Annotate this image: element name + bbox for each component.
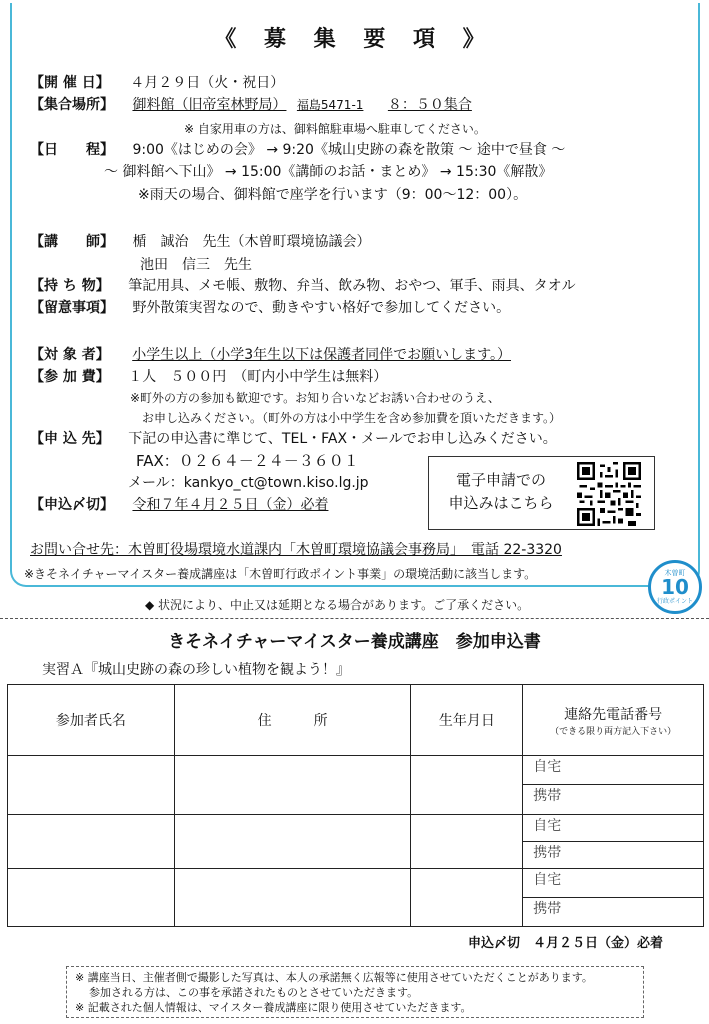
meeting-place: 御料館（旧帝室林野局） bbox=[132, 97, 287, 113]
fee-value: １人 ５００円 （町内小中学生は無料） bbox=[128, 369, 388, 385]
lecturer-label: 【講 師】 bbox=[30, 234, 114, 250]
header-address: 住 所 bbox=[174, 685, 411, 756]
application-table bbox=[7, 684, 704, 927]
birth-cell[interactable] bbox=[411, 868, 523, 926]
apply-row bbox=[30, 430, 557, 448]
cut-line bbox=[0, 618, 709, 619]
bring-label: 【持 ち 物】 bbox=[30, 278, 110, 294]
date-label: 【開 催 日】 bbox=[30, 75, 110, 91]
table-row[interactable] bbox=[8, 814, 704, 841]
email-address[interactable]: メール：kankyo_ct@town.kiso.lg.jp bbox=[128, 475, 369, 491]
bring-row bbox=[30, 277, 576, 295]
address-cell[interactable] bbox=[174, 756, 411, 814]
schedule-line1: 9:00《はじめの会》 → 9:20《城山史跡の森を散策 ～ 途中で昼食 ～ bbox=[132, 142, 566, 158]
home-phone-cell[interactable]: 自宅 bbox=[523, 814, 704, 841]
deadline-label: 【申込〆切】 bbox=[30, 497, 114, 513]
home-phone-cell[interactable]: 自宅 bbox=[523, 756, 704, 785]
address-cell[interactable] bbox=[174, 814, 411, 868]
form-notes bbox=[66, 966, 644, 1018]
home-phone-cell[interactable]: 自宅 bbox=[523, 868, 704, 897]
page-title: 《 募 集 要 項 》 bbox=[214, 27, 495, 52]
meeting-address: 福島5471-1 bbox=[296, 98, 364, 112]
bring-value: 筆記用具、メモ帳、敷物、弁当、飲み物、おやつ、軍手、雨具、タオル bbox=[128, 278, 576, 294]
notice: ◆ 状況により、中止又は延期となる場合があります。ご了承ください。 bbox=[145, 598, 530, 612]
header-phone bbox=[523, 685, 704, 756]
badge-top: 木曽町 bbox=[664, 569, 686, 577]
online-apply-box[interactable] bbox=[428, 456, 655, 530]
lecturer-row bbox=[30, 233, 370, 251]
name-cell[interactable] bbox=[8, 756, 175, 814]
mobile-phone-cell[interactable]: 携帯 bbox=[523, 785, 704, 814]
badge-number: 10 bbox=[661, 575, 689, 599]
deadline-row bbox=[30, 496, 328, 514]
contact-info: お問い合せ先：木曽町役場環境水道課内「木曽町環境協議会事務局」 電話 22-3320 bbox=[30, 542, 562, 558]
address-cell[interactable] bbox=[174, 868, 411, 926]
form-note2: 参加される方は、この事を承諾されたものとさせていただきます。 bbox=[89, 986, 419, 999]
badge-bottom: 行政ポイント bbox=[656, 598, 693, 605]
rain-note: ※雨天の場合、御料館で座学を行います（9：00～12：00）。 bbox=[138, 187, 528, 203]
parking-note: ※ 自家用車の方は、御料館駐車場へ駐車してください。 bbox=[184, 122, 486, 136]
date-value: ４月２９日（火・祝日） bbox=[130, 75, 285, 91]
header-phone-label: 連絡先電話番号 bbox=[564, 706, 663, 723]
lecturer-name1: 楯 誠治 先生（木曽町環境協議会） bbox=[132, 234, 371, 250]
birth-cell[interactable] bbox=[411, 814, 523, 868]
fee-note1: ※町外の方の参加も歓迎です。お知り合いなどお誘い合わせのうえ、 bbox=[130, 391, 500, 405]
notes-label: 【留意事項】 bbox=[30, 300, 114, 316]
deadline-value: 令和７年４月２５日（金）必着 bbox=[132, 497, 329, 513]
notes-value: 野外散策実習なので、動きやすい格好で参加してください。 bbox=[132, 300, 511, 316]
fee-label: 【参 加 費】 bbox=[30, 369, 110, 385]
fee-row bbox=[30, 368, 387, 386]
schedule-row bbox=[30, 141, 565, 159]
point-note: ※きそネイチャーマイスター養成講座は「木曽町行政ポイント事業」の環境活動に該当します。 bbox=[24, 567, 537, 581]
online-apply-line1: 電子申請での bbox=[455, 471, 546, 489]
form-note3: ※ 記載された個人情報は、マイスター養成講座に限り使用させていただきます。 bbox=[75, 1001, 472, 1014]
table-header-row bbox=[8, 685, 704, 756]
header-birth: 生年月日 bbox=[411, 685, 523, 756]
birth-cell[interactable] bbox=[411, 756, 523, 814]
name-cell[interactable] bbox=[8, 868, 175, 926]
target-value: 小学生以上（小学3年生以下は保護者同伴でお願いします。） bbox=[132, 347, 511, 363]
fee-note2: お申し込みください。（町外の方は小中学生を含め参加費を頂いただきます。） bbox=[142, 411, 562, 425]
target-label: 【対 象 者】 bbox=[30, 347, 110, 363]
table-row[interactable] bbox=[8, 868, 704, 897]
mobile-phone-cell[interactable]: 携帯 bbox=[523, 841, 704, 868]
meeting-label: 【集合場所】 bbox=[30, 97, 114, 113]
meeting-time: ８：５０集合 bbox=[387, 97, 472, 113]
notes-row bbox=[30, 299, 510, 317]
header-phone-sub: （できる限り両方記入下さい） bbox=[550, 726, 677, 737]
fax-number: FAX：０２６４－２４－３６０１ bbox=[136, 452, 359, 470]
form-title: きそネイチャーマイスター養成講座 参加申込書 bbox=[168, 632, 541, 652]
qr-code-icon[interactable] bbox=[577, 462, 641, 526]
target-row bbox=[30, 346, 511, 364]
online-apply-text bbox=[441, 469, 561, 515]
schedule-line2: ～ 御料館へ下山》 → 15:00《講師のお話・まとめ》 → 15:30《解散》 bbox=[104, 164, 553, 180]
meeting-row bbox=[30, 96, 472, 114]
course-title: 実習Ａ『城山史跡の森の珍しい植物を観よう！』 bbox=[42, 662, 350, 678]
table-row[interactable] bbox=[8, 756, 704, 785]
name-cell[interactable] bbox=[8, 814, 175, 868]
lecturer-name2: 池田 信三 先生 bbox=[140, 257, 252, 273]
online-apply-line2: 申込みはこちら bbox=[448, 494, 554, 512]
point-badge bbox=[648, 560, 702, 614]
mobile-phone-cell[interactable]: 携帯 bbox=[523, 897, 704, 926]
form-deadline: 申込〆切 ４月２５日（金）必着 bbox=[468, 936, 664, 951]
schedule-label: 【日 程】 bbox=[30, 142, 114, 158]
header-name: 参加者氏名 bbox=[8, 685, 175, 756]
apply-value: 下記の申込書に準じて、TEL・FAX・メールでお申し込みください。 bbox=[128, 431, 557, 447]
date-row bbox=[30, 74, 284, 92]
form-note1: ※ 講座当日、主催者側で撮影した写真は、本人の承諾無く広報等に使用させていただくことがあります。 bbox=[75, 971, 593, 984]
apply-label: 【申 込 先】 bbox=[30, 431, 110, 447]
